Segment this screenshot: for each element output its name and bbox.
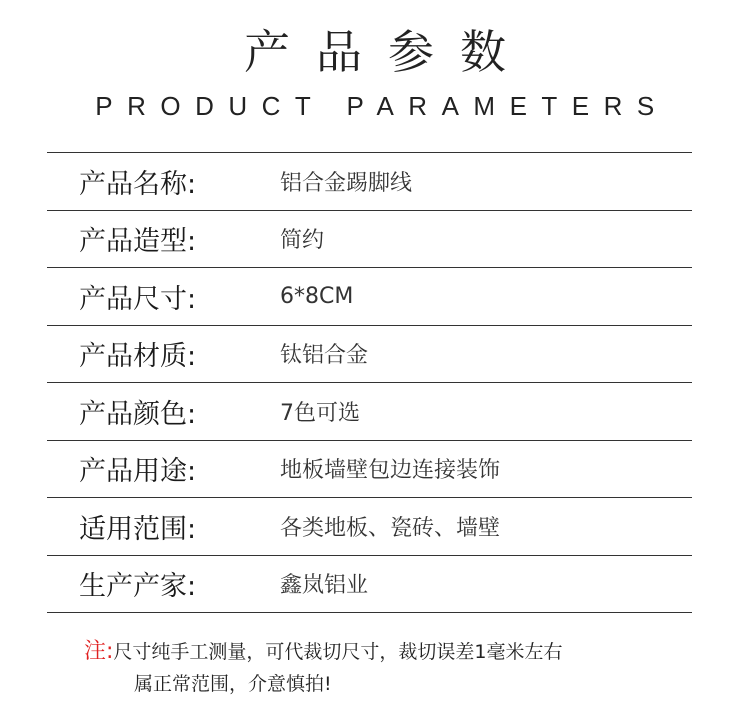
param-label: 产品材质: — [79, 341, 197, 373]
param-row-size — [47, 268, 692, 326]
param-label: 生产产家: — [79, 571, 197, 603]
param-value: 铝合金踢脚线 — [280, 170, 413, 196]
param-value: 6*8CM — [280, 283, 354, 309]
param-row-usage — [47, 441, 692, 499]
param-row-material — [47, 326, 692, 384]
param-label: 产品造型: — [79, 226, 197, 258]
param-row-color — [47, 383, 692, 441]
page-subtitle: PRODUCT PARAMETERS — [95, 91, 669, 121]
note-text-line1: 尺寸纯手工测量，可代裁切尺寸，裁切误差1毫米左右 — [113, 641, 563, 663]
param-row-name — [47, 153, 692, 211]
param-row-scope — [47, 498, 692, 556]
note-text-line2: 属正常范围，介意慎拍! — [134, 673, 332, 695]
parameters-table — [47, 152, 692, 613]
param-value: 简约 — [280, 228, 325, 254]
param-row-shape — [47, 211, 692, 269]
note-label: 注: — [84, 639, 114, 664]
param-value: 7色可选 — [280, 400, 360, 426]
param-value: 鑫岚铝业 — [280, 573, 369, 599]
param-value: 各类地板、瓷砖、墙壁 — [280, 515, 501, 541]
param-label: 产品用途: — [79, 456, 197, 488]
param-label: 适用范围: — [79, 513, 197, 545]
disclaimer-note — [84, 636, 704, 700]
page-title: 产品参数 — [244, 25, 532, 79]
param-value: 钛铝合金 — [280, 343, 369, 369]
param-label: 产品颜色: — [79, 398, 197, 430]
note-first-line — [84, 636, 704, 668]
param-value: 地板墙壁包边连接装饰 — [280, 458, 501, 484]
param-label: 产品尺寸: — [79, 283, 197, 315]
param-label: 产品名称: — [79, 168, 197, 200]
param-row-manufacturer — [47, 556, 692, 614]
